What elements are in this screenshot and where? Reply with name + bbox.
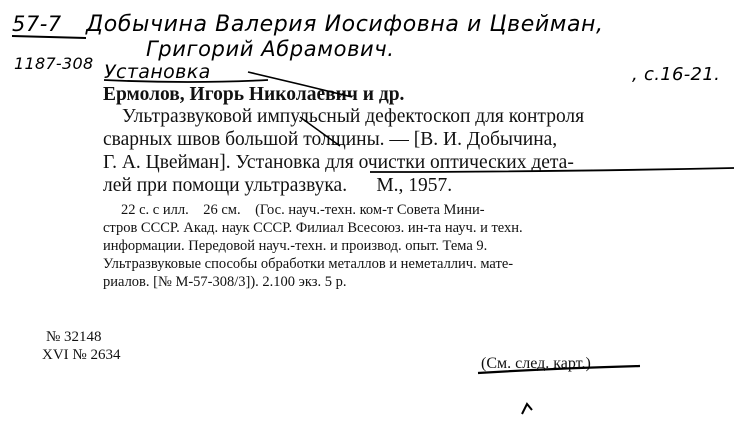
entry-note-line-4: Ультразвуковые способы обработки металлов и неметаллич. мате- [103,256,514,272]
entry-note-line-2: стров СССР. Акад. наук СССР. Филиал Всесоюз. ин-та науч. и техн. [103,220,523,236]
underline-title-end [370,168,734,172]
handwritten-pages-note: , с.16-21. [632,64,721,85]
entry-author: Ермолов, Игорь Николаевич и др. [103,84,405,105]
entry-text-line-2: сварных швов большой толщины. — [В. И. Добычина, [103,129,558,150]
handwritten-authors-line1: Добычина Валерия Иосифовна и Цвейман, [86,12,604,37]
handwritten-title-start: Установка [104,61,211,83]
pointer-line-2 [300,117,340,146]
entry-text-line-3: Г. А. Цвейман]. Установка для очистки оптических дета- [103,152,574,173]
handwritten-call-number-top: 57-7 [12,12,62,36]
handwritten-authors-line2: Григорий Абрамович. [146,37,395,61]
tick-mark [522,404,532,414]
entry-note-line-3: информации. Передовой науч.-техн. и производ. опыт. Тема 9. [103,238,488,254]
continuation-note: (См. след. карт.) [481,355,591,372]
entry-note-line-5: риалов. [№ М-57-308/3]). 2.100 экз. 5 р. [103,274,347,290]
entry-note-line-1: 22 с. с илл. 26 см. (Гос. науч.-техн. ком-т Совета Мини- [121,202,485,218]
handwritten-call-number-bottom: 1187-308 [14,54,94,73]
entry-text-line-1: Ультразвуковой импульсный дефектоскоп для контроля [122,106,585,127]
inventory-number: № 32148 [46,329,102,345]
underline-title-start [104,80,268,82]
pointer-line [248,72,352,97]
strike-continuation [478,366,640,373]
registry-number: XVI № 2634 [42,347,121,363]
entry-text-line-4: лей при помощи ультразвука. М., 1957. [103,175,453,196]
underline-call-number [12,36,86,38]
